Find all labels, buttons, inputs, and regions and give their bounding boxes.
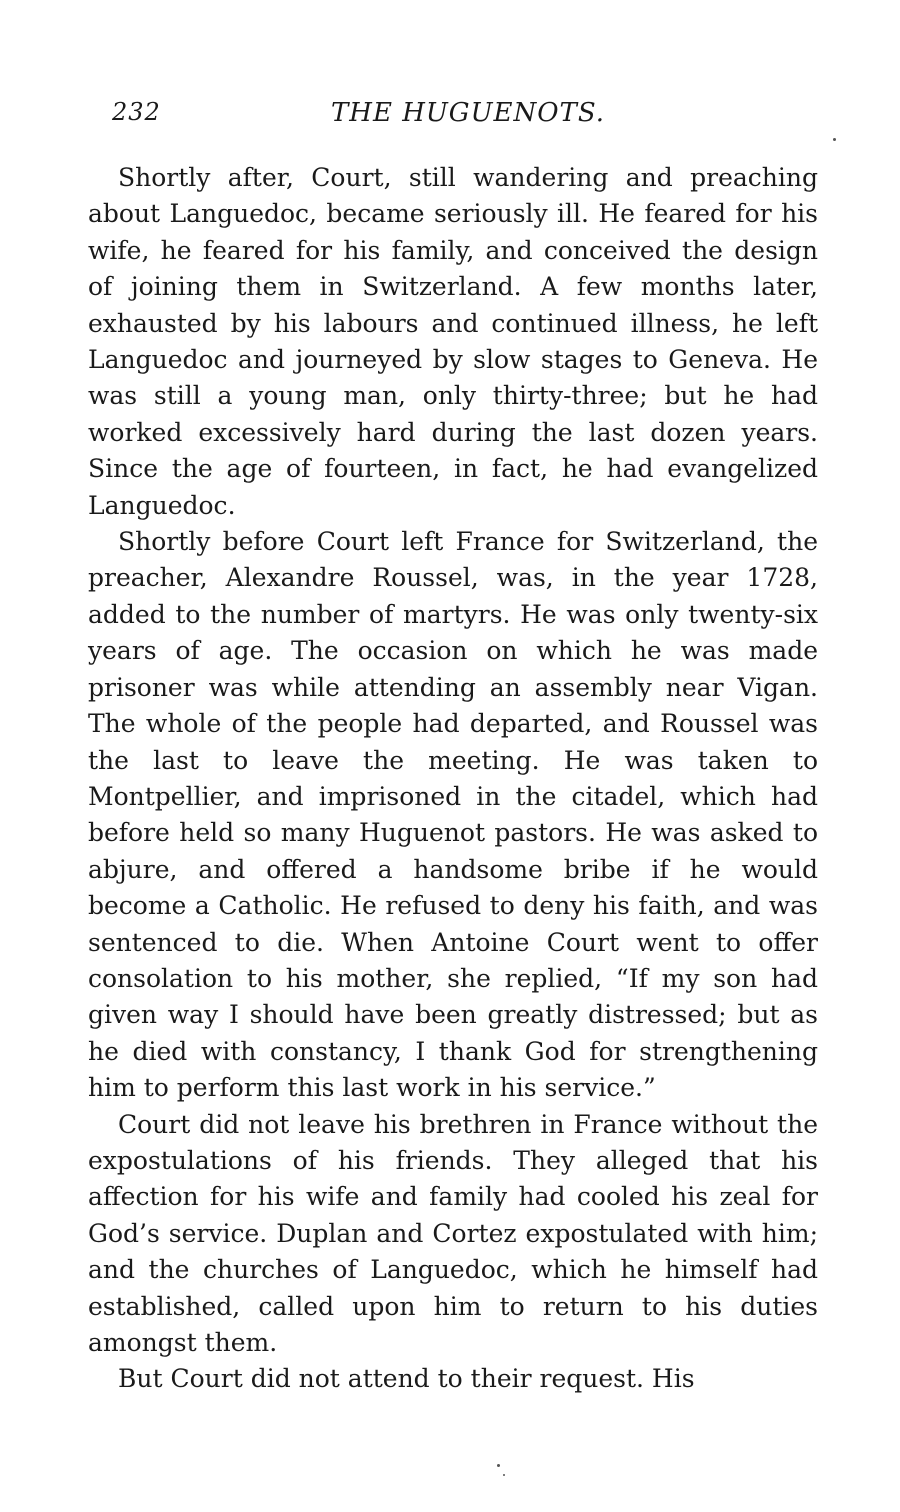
page-number: 232 — [112, 98, 161, 126]
paragraph-3: Court did not leave his brethren in France without the expostulations of his friends. They alleged that his affection for his wife and family had cooled his zeal for God’s service. Duplan and Cortez expostulated with him; and the churches of Languedoc, which he himself had established, called upon him to return to his duties amongst them. — [88, 1109, 818, 1357]
paper-speck — [503, 1474, 505, 1476]
running-head — [112, 98, 824, 138]
paper-speck — [833, 138, 836, 141]
running-title: THE HUGUENOTS. — [330, 98, 606, 128]
paragraph-2: Shortly before Court left France for Switzerland, the preacher, Alexandre Roussel, was, in the year 1728, added to the number of martyrs. He was only twenty-six years of age. The occasion on which he was made prisoner was while attending an assembly near Vigan. The whole of the people had departed, and Roussel was the last to leave the meeting. He was taken to Montpellier, and imprisoned in the citadel, which had before held so many Huguenot pastors. He was asked to abjure, and offered a handsome bribe if he would become a Catholic. He refused to deny his faith, and was sentenced to die. When Antoine Court went to offer consolation to his mother, she replied, “If my son had given way I should have been greatly distressed; but as he died with constancy, I thank God for strengthening him to perform this last work in his service.” — [88, 527, 818, 1103]
body-text — [88, 160, 818, 1398]
paragraph-4: But Court did not attend to their request. His — [118, 1364, 695, 1394]
paper-speck — [497, 1464, 500, 1467]
paragraph-1: Shortly after, Court, still wandering and preaching about Languedoc, became seriously ill. He feared for his wife, he feared for his family, and conceived the design of joining them in Switzerland. A few months later, exhausted by his labours and continued illness, he left Languedoc and journeyed by slow stages to Geneva. He was still a young man, only thirty-three; but he had worked excessively hard during the last dozen years. Since the age of fourteen, in fact, he had evangelized Languedoc. — [88, 163, 818, 520]
